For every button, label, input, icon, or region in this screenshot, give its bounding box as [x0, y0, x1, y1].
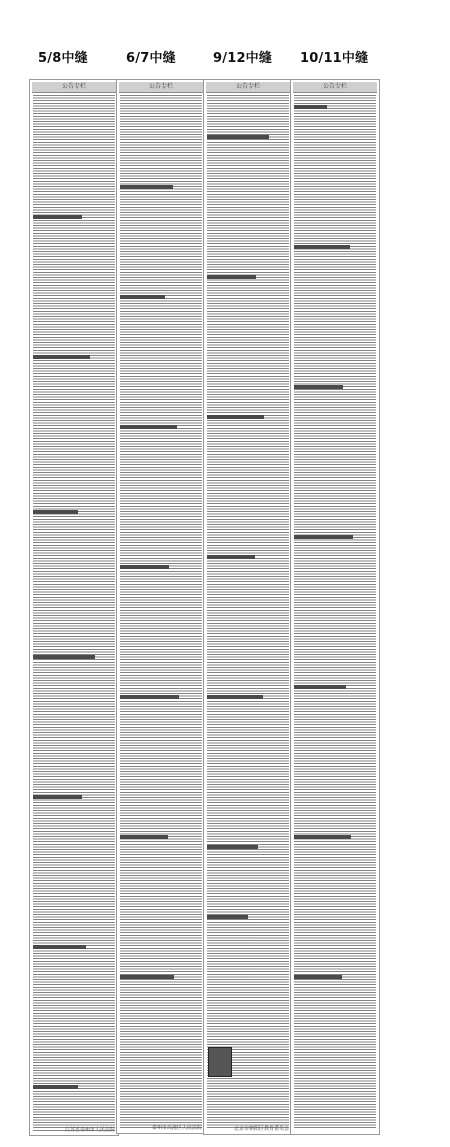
announcement-text-block: [33, 95, 115, 1131]
column-label-5-8: 5/8中缝: [38, 51, 88, 66]
announcement-text-block: [294, 95, 376, 1130]
column-header: 公告专栏: [32, 82, 116, 93]
announcement-column-9-12: [203, 79, 293, 1135]
column-label-6-7: 6/7中缝: [126, 51, 176, 66]
column-footer: 江苏省泰州市人民法院: [64, 1127, 115, 1133]
column-header: 公告专栏: [206, 82, 290, 93]
announcement-column-5-8: [29, 79, 119, 1136]
announcement-text-block: [120, 95, 202, 1129]
column-header: 公告专栏: [293, 82, 377, 93]
column-footer: 泰州市高港区人民法院: [151, 1125, 202, 1131]
column-label-10-11: 10/11中缝: [300, 51, 369, 66]
portrait-photo: [208, 1047, 232, 1077]
column-footer: 北京市朝阳区教育委员会: [233, 1126, 289, 1132]
column-label-9-12: 9/12中缝: [213, 51, 273, 66]
announcement-column-6-7: [116, 79, 206, 1134]
column-header: 公告专栏: [119, 82, 203, 93]
announcement-column-10-11: [290, 79, 380, 1135]
announcement-text-block: [207, 95, 289, 1130]
